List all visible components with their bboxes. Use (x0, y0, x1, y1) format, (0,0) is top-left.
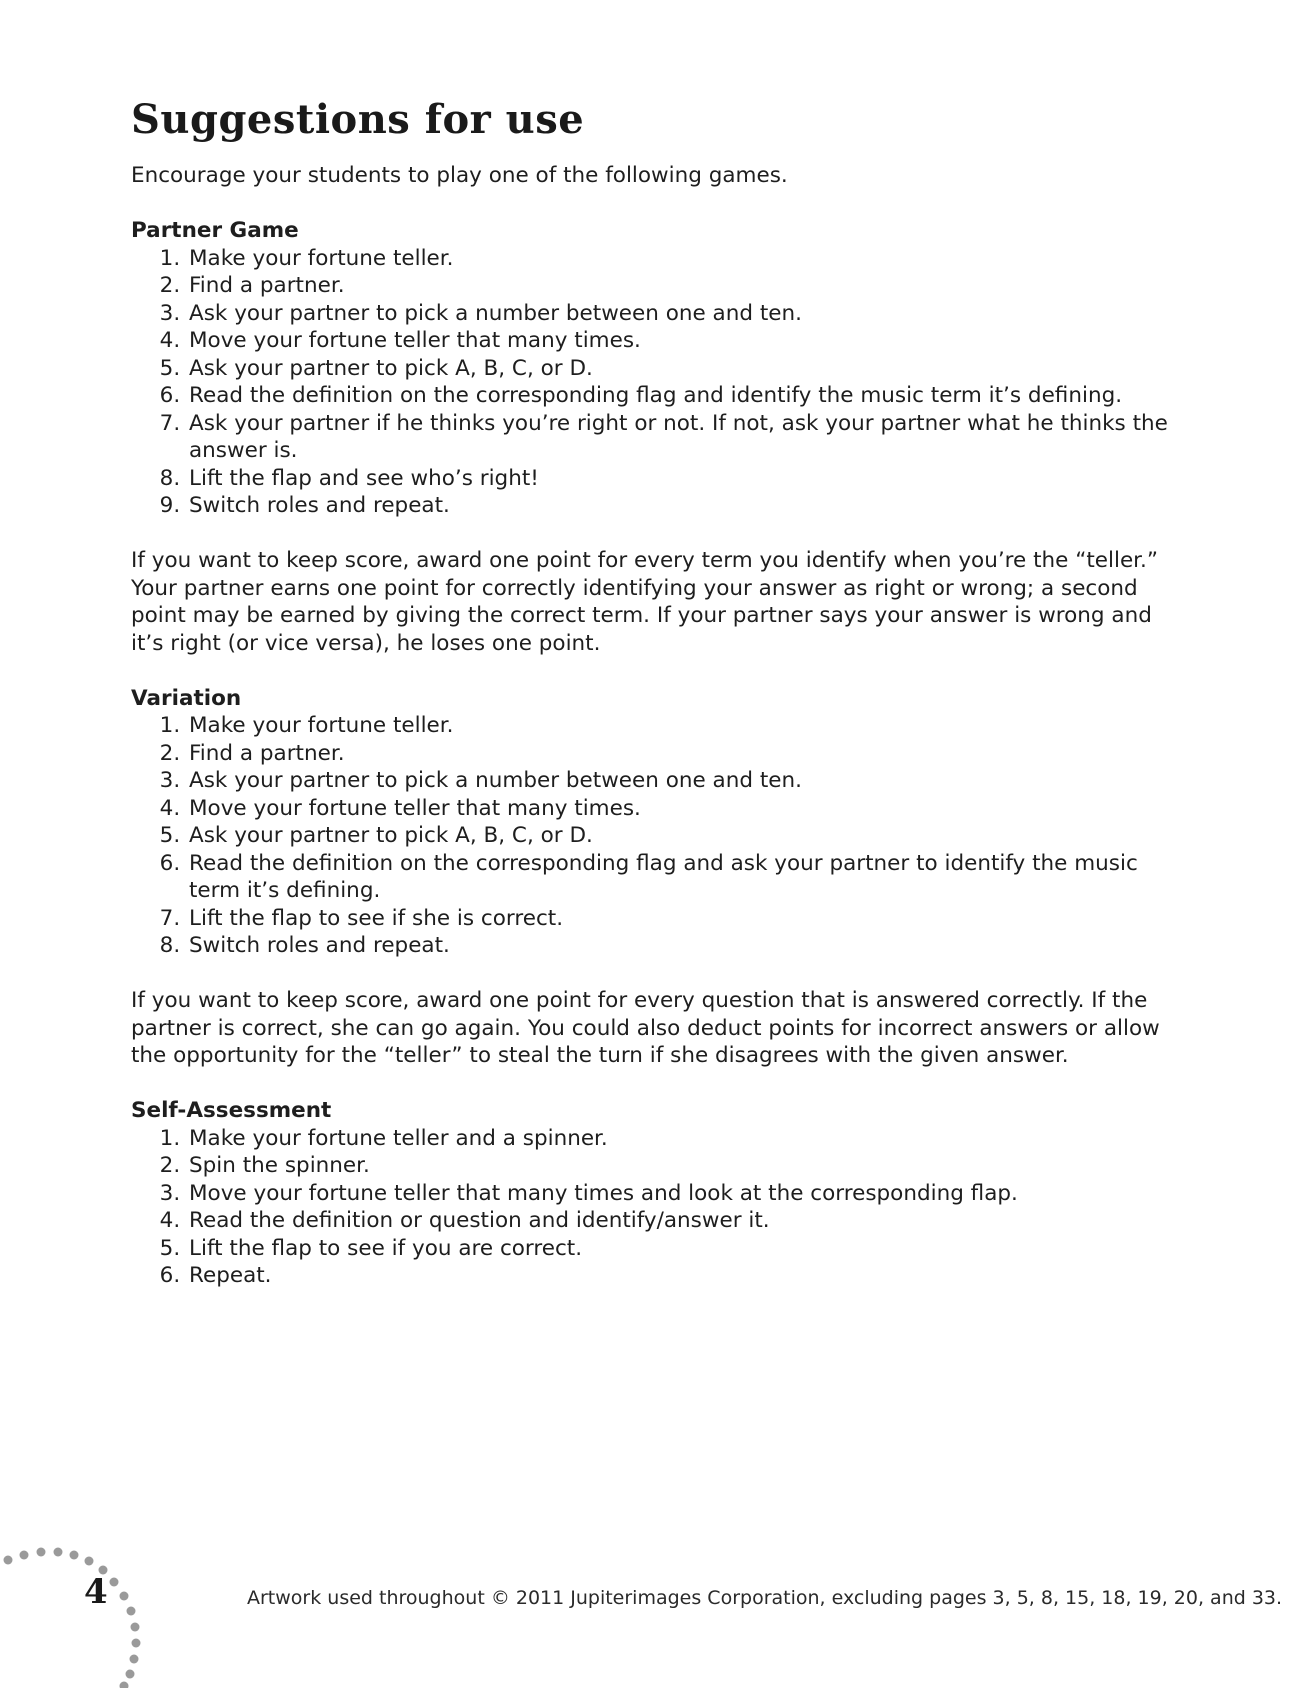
scoring-note: If you want to keep score, award one point for every question that is answered correctly. If the partner is correct, she can go again. You could also deduct points for incorrect answers or allow the opportunity for the “teller” to steal the turn if she disagrees with the given answer. (131, 988, 1160, 1068)
list-item: 5. Ask your partner to pick A, B, C, or D. (187, 822, 1191, 850)
list-item: 1. Make your fortune teller and a spinner. (187, 1125, 1191, 1153)
list-item: 6. Read the definition on the corresponding flag and identify the music term it’s defining. (187, 382, 1191, 410)
list-item: 5. Lift the flap to see if you are correct. (187, 1235, 1191, 1263)
list-item: 3. Ask your partner to pick a number between one and ten. (187, 767, 1191, 795)
section-heading: Self-Assessment (131, 1098, 332, 1123)
page-number: 4 (84, 1572, 108, 1612)
list-item: 1. Make your fortune teller. (187, 712, 1191, 740)
section-heading: Variation (131, 685, 242, 711)
list-item: 9. Switch roles and repeat. (187, 492, 1191, 520)
section-self-assessment (131, 1097, 1191, 1290)
scoring-note: If you want to keep score, award one point for every term you identify when you’re the “teller.” Your partner earns one point for correctly identifying your answer as right or wrong; a second point may be earned by giving the correct term. If your partner says your answer is wrong and it’s right (or vice versa), he loses one point. (131, 548, 1159, 656)
section-variation (131, 685, 1191, 1070)
list-item: 7. Lift the flap to see if she is correct. (187, 905, 1191, 933)
list-item: 6. Repeat. (187, 1262, 1191, 1290)
list-item: 8. Lift the flap and see who’s right! (187, 465, 1191, 493)
page-title: Suggestions for use (131, 96, 585, 143)
list-item: 2. Spin the spinner. (187, 1152, 1191, 1180)
footer-credit: Artwork used throughout © 2011 Jupiterimages Corporation, excluding pages 3, 5, 8, 15, 18, 19, 20, and 33. (247, 1587, 1283, 1609)
page-content (131, 92, 1191, 1317)
list-item: 8. Switch roles and repeat. (187, 932, 1191, 960)
list-item: 5. Ask your partner to pick A, B, C, or D. (187, 355, 1191, 383)
intro-text: Encourage your students to play one of the following games. (131, 163, 788, 188)
list-item: 4. Move your fortune teller that many times. (187, 795, 1191, 823)
list-item: 2. Find a partner. (187, 272, 1191, 300)
list-item: 4. Read the definition or question and identify/answer it. (187, 1207, 1191, 1235)
list-item: 3. Ask your partner to pick a number between one and ten. (187, 300, 1191, 328)
list-item: 3. Move your fortune teller that many times and look at the corresponding flap. (187, 1180, 1191, 1208)
list-item: 4. Move your fortune teller that many times. (187, 327, 1191, 355)
section-heading: Partner Game (131, 218, 299, 243)
section-partner-game (131, 217, 1191, 657)
list-item: 2. Find a partner. (187, 740, 1191, 768)
list-item: 6. Read the definition on the corresponding flag and ask your partner to identify the music term it’s defining. (187, 850, 1191, 905)
steps-list (131, 712, 1191, 960)
list-item: 1. Make your fortune teller. (187, 245, 1191, 273)
steps-list (131, 245, 1191, 520)
list-item: 7. Ask your partner if he thinks you’re right or not. If not, ask your partner what he thinks the answer is. (187, 410, 1191, 465)
steps-list (131, 1125, 1191, 1290)
